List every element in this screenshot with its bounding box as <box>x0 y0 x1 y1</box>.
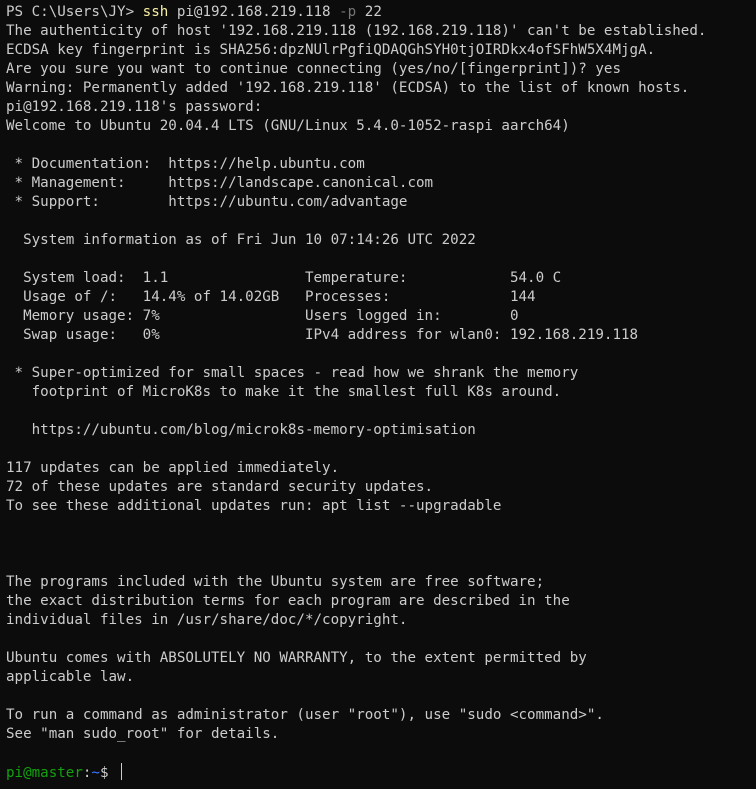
output-line: Are you sure you want to continue connecting (yes/no/[fingerprint])? yes <box>6 61 621 77</box>
output-line: pi@192.168.219.118's password: <box>6 99 263 115</box>
prompt-path: ~ <box>91 765 100 781</box>
output-line: 117 updates can be applied immediately. <box>6 460 340 476</box>
output-line: Swap usage: 0% IPv4 address for wlan0: 192.168.219.118 <box>6 327 639 343</box>
output-line: https://ubuntu.com/blog/microk8s-memory-optimisation <box>6 422 476 438</box>
output-line: Usage of /: 14.4% of 14.02GB Processes: 144 <box>6 289 536 305</box>
output-line: Memory usage: 7% Users logged in: 0 <box>6 308 519 324</box>
output-line: Ubuntu comes with ABSOLUTELY NO WARRANTY, to the extent permitted by <box>6 650 587 666</box>
output-line: footprint of MicroK8s to make it the smallest full K8s around. <box>6 384 562 400</box>
output-line: See "man sudo_root" for details. <box>6 726 280 742</box>
output-line <box>6 402 756 421</box>
output-line: * Super-optimized for small spaces - read how we shrank the memory <box>6 365 579 381</box>
output-line: 72 of these updates are standard security updates. <box>6 479 434 495</box>
output-line: To see these additional updates run: apt list --upgradable <box>6 498 502 514</box>
ssh-command-line <box>6 3 756 22</box>
output-line: System information as of Fri Jun 10 07:14:26 UTC 2022 <box>6 232 476 248</box>
output-line <box>6 345 756 364</box>
output-line: individual files in /usr/share/doc/*/copyright. <box>6 612 408 628</box>
output-line <box>6 250 756 269</box>
output-line <box>6 744 756 763</box>
ssh-port: 22 <box>356 4 382 20</box>
prompt-separator: : <box>82 765 92 781</box>
output-line: * Documentation: https://help.ubuntu.com <box>6 156 365 172</box>
output-line <box>6 630 756 649</box>
ssh-command: ssh <box>142 4 169 20</box>
prompt-user-host: pi@master <box>6 765 83 781</box>
prompt-symbol: $ <box>99 765 118 781</box>
ssh-target: pi@192.168.219.118 <box>168 4 340 20</box>
output-line: applicable law. <box>6 669 135 685</box>
output-line <box>6 136 756 155</box>
output-line: Warning: Permanently added '192.168.219.118' (ECDSA) to the list of known hosts. <box>6 80 690 96</box>
powershell-prompt: PS C:\Users\JY> <box>6 4 143 20</box>
output-line <box>6 535 756 554</box>
output-line: * Support: https://ubuntu.com/advantage <box>6 194 408 210</box>
output-line <box>6 516 756 535</box>
output-line: * Management: https://landscape.canonical.com <box>6 175 434 191</box>
output-line <box>6 212 756 231</box>
ssh-port-flag: -p <box>339 4 357 20</box>
output-line <box>6 440 756 459</box>
output-line: To run a command as administrator (user "root"), use "sudo <command>". <box>6 707 604 723</box>
output-line: The programs included with the Ubuntu system are free software; <box>6 574 545 590</box>
shell-prompt-line[interactable] <box>6 763 756 782</box>
output-line <box>6 554 756 573</box>
text-cursor[interactable] <box>121 763 122 780</box>
output-line <box>6 687 756 706</box>
output-line: The authenticity of host '192.168.219.118 (192.168.219.118)' can't be established. <box>6 23 707 39</box>
output-line: Welcome to Ubuntu 20.04.4 LTS (GNU/Linux 5.4.0-1052-raspi aarch64) <box>6 118 570 134</box>
output-line: the exact distribution terms for each program are described in the <box>6 593 570 609</box>
output-line: ECDSA key fingerprint is SHA256:dpzNUlrPgfiQDAQGhSYH0tjOIRDkx4ofSFhW5X4MjgA. <box>6 42 656 58</box>
output-line: System load: 1.1 Temperature: 54.0 C <box>6 270 562 286</box>
